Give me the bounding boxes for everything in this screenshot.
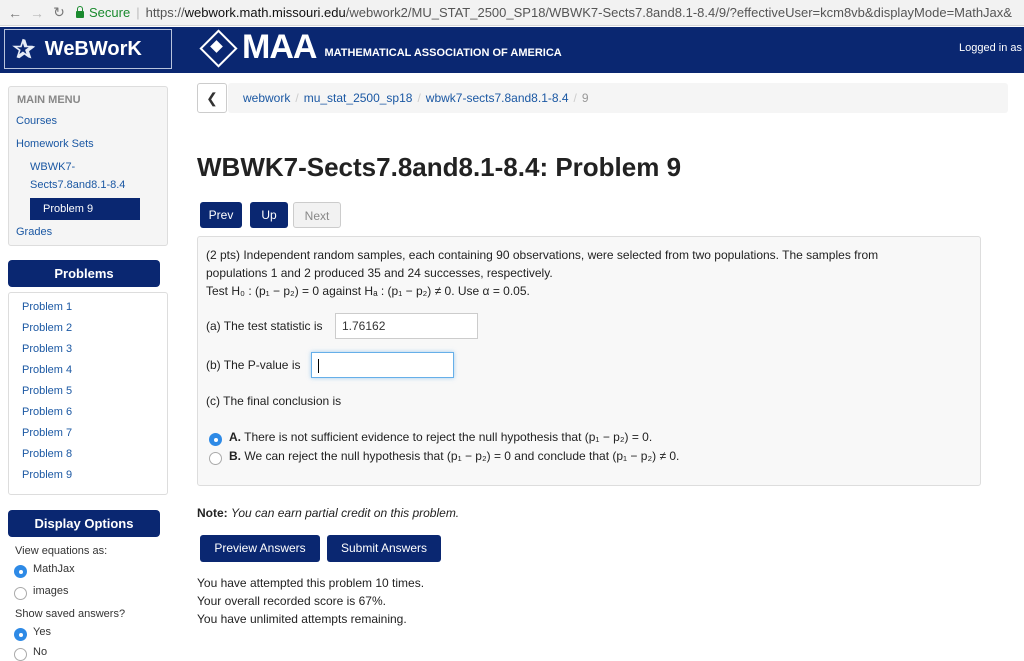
problem-link-4[interactable]: Problem 4 bbox=[22, 364, 73, 376]
reload-icon[interactable]: ↻ bbox=[53, 4, 65, 20]
mathjax-radio-label: MathJax bbox=[33, 563, 75, 575]
back-arrow-icon[interactable]: ← bbox=[8, 4, 22, 21]
note-text: You can earn partial credit on this problem. bbox=[231, 506, 460, 520]
saved-no-radio-label: No bbox=[33, 646, 48, 658]
option-a-text bbox=[229, 430, 652, 444]
submit-answers-button[interactable]: Submit Answers bbox=[327, 535, 441, 562]
problem-text-line2: populations 1 and 2 produced 35 and 24 successes, respectively. bbox=[206, 266, 553, 280]
text-caret bbox=[318, 359, 319, 373]
menu-homework-sets-link[interactable]: Homework Sets bbox=[16, 138, 94, 150]
main-menu-title: MAIN MENU bbox=[17, 94, 81, 106]
view-equations-label: View equations as: bbox=[15, 545, 108, 557]
maa-logo[interactable] bbox=[200, 30, 562, 64]
menu-courses-link[interactable]: Courses bbox=[16, 115, 57, 127]
problem-link-1[interactable]: Problem 1 bbox=[22, 301, 73, 313]
note-label: Note: bbox=[197, 506, 228, 520]
option-a-letter: A. bbox=[229, 430, 241, 444]
option-a-body: There is not sufficient evidence to reject the null hypothesis that (p₁ − p₂) = 0. bbox=[244, 430, 653, 444]
maa-diamond-icon bbox=[200, 30, 234, 64]
saved-yes-radio-label: Yes bbox=[33, 626, 51, 638]
problem-link-9[interactable]: Problem 9 bbox=[22, 469, 73, 481]
back-button[interactable] bbox=[197, 83, 227, 113]
breadcrumb-divider: / bbox=[417, 91, 421, 105]
problem-body bbox=[197, 236, 981, 486]
problem-link-7[interactable]: Problem 7 bbox=[22, 427, 73, 439]
saved-yes-radio[interactable] bbox=[14, 628, 27, 641]
breadcrumb-divider: / bbox=[295, 91, 299, 105]
menu-set-link-line2[interactable]: Sects7.8and8.1-8.4 bbox=[30, 179, 126, 191]
remaining-status: You have unlimited attempts remaining. bbox=[197, 612, 407, 626]
problem-link-5[interactable]: Problem 5 bbox=[22, 385, 73, 397]
option-a-radio[interactable] bbox=[209, 433, 222, 446]
chevron-left-icon: ❮ bbox=[206, 90, 218, 106]
attempts-status: You have attempted this problem 10 times. bbox=[197, 576, 425, 590]
problems-panel-heading: Problems bbox=[8, 260, 160, 287]
up-button[interactable]: Up bbox=[250, 202, 288, 228]
breadcrumb-webwork[interactable]: webwork bbox=[243, 91, 291, 105]
maa-logo-big: MAA bbox=[242, 28, 317, 66]
page-title: WBWK7-Sects7.8and8.1-8.4: Problem 9 bbox=[197, 152, 682, 182]
maa-logo-small: MATHEMATICAL ASSOCIATION OF AMERICA bbox=[324, 47, 562, 59]
secure-indicator[interactable] bbox=[76, 5, 130, 20]
p-value-input[interactable] bbox=[311, 352, 454, 378]
option-b-body: We can reject the null hypothesis that (p₁ − p₂) = 0 and conclude that (p₁ − p₂) ≠ 0. bbox=[244, 449, 680, 463]
part-a-label: (a) The test statistic is bbox=[206, 319, 323, 333]
forward-arrow-icon[interactable]: → bbox=[30, 4, 44, 21]
part-c-label: (c) The final conclusion is bbox=[206, 394, 342, 408]
url-bar[interactable] bbox=[146, 5, 1012, 20]
part-b-label: (b) The P-value is bbox=[206, 358, 301, 372]
mathjax-radio[interactable] bbox=[14, 565, 27, 578]
problem-link-6[interactable]: Problem 6 bbox=[22, 406, 73, 418]
option-b-radio[interactable] bbox=[209, 452, 222, 465]
logged-in-label: Logged in as bbox=[959, 42, 1022, 54]
option-b-text bbox=[229, 449, 679, 463]
problem-link-3[interactable]: Problem 3 bbox=[22, 343, 73, 355]
problem-link-2[interactable]: Problem 2 bbox=[22, 322, 73, 334]
webwork-star-icon: ✰ bbox=[13, 34, 35, 64]
site-banner bbox=[0, 27, 1024, 73]
prev-button[interactable]: Prev bbox=[200, 202, 242, 228]
url-separator: | bbox=[136, 5, 140, 20]
score-status: Your overall recorded score is 67%. bbox=[197, 594, 386, 608]
menu-active-problem[interactable]: Problem 9 bbox=[30, 198, 140, 220]
display-options-heading: Display Options bbox=[8, 510, 160, 537]
saved-no-radio[interactable] bbox=[14, 648, 27, 661]
webwork-logo[interactable] bbox=[4, 29, 172, 69]
hypothesis-statement: Test H₀ : (p₁ − p₂) = 0 against Hₐ : (p₁ − p₂) ≠ 0. Use α = 0.05. bbox=[206, 284, 530, 298]
url-path: /webwork2/MU_STAT_2500_SP18/WBWK7-Sects7.8and8.1-8.4/9/?effectiveUser=kcm8vb&displayMode=MathJax& bbox=[345, 5, 1012, 20]
menu-set-link-line1[interactable]: WBWK7- bbox=[30, 161, 76, 173]
problem-link-8[interactable]: Problem 8 bbox=[22, 448, 73, 460]
menu-grades-link[interactable]: Grades bbox=[16, 226, 53, 238]
breadcrumb-set[interactable]: wbwk7-sects7.8and8.1-8.4 bbox=[425, 91, 569, 105]
problem-text-line1: (2 pts) Independent random samples, each containing 90 observations, were selected from two populations. The samples from bbox=[206, 248, 879, 262]
breadcrumb-divider: / bbox=[573, 91, 577, 105]
breadcrumb-current: 9 bbox=[581, 91, 589, 105]
images-radio[interactable] bbox=[14, 587, 27, 600]
secure-label: Secure bbox=[89, 5, 131, 20]
preview-answers-button[interactable]: Preview Answers bbox=[200, 535, 320, 562]
webwork-logo-text: WeBWorK bbox=[44, 37, 142, 60]
breadcrumb-course[interactable]: mu_stat_2500_sp18 bbox=[303, 91, 413, 105]
browser-toolbar bbox=[0, 0, 1024, 26]
breadcrumb bbox=[228, 83, 1008, 113]
url-host: webwork.math.missouri.edu bbox=[184, 5, 346, 20]
next-button[interactable]: Next bbox=[293, 202, 341, 228]
partial-credit-note bbox=[197, 506, 459, 520]
images-radio-label: images bbox=[33, 585, 69, 597]
option-b-letter: B. bbox=[229, 449, 241, 463]
test-statistic-input[interactable]: 1.76162 bbox=[335, 313, 478, 339]
url-scheme: https:// bbox=[145, 5, 185, 20]
show-saved-answers-label: Show saved answers? bbox=[15, 608, 126, 620]
lock-icon bbox=[76, 11, 84, 18]
